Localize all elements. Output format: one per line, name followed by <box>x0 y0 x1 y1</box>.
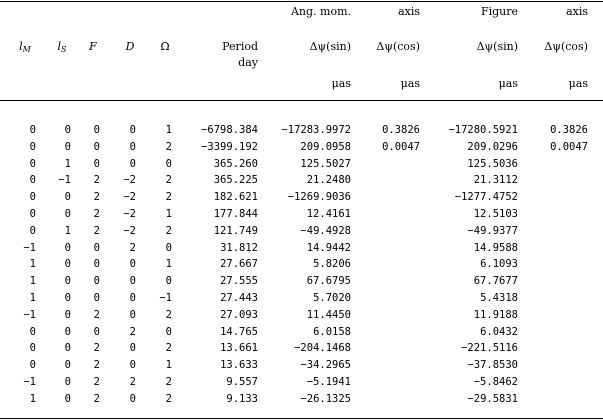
cell-period: 182.621 <box>213 191 258 204</box>
col-Omega: Ω <box>160 40 170 53</box>
cell-angmom-sin: 14.9442 <box>306 241 351 254</box>
cell-period: 13.633 <box>220 359 258 372</box>
cell-angmom-sin: −17283.9972 <box>281 124 351 136</box>
cell-omega: 2 <box>165 191 172 204</box>
top-rule <box>0 1 603 2</box>
cell-figure-sin: 11.9188 <box>473 308 518 321</box>
cell-F: 2 <box>93 224 100 237</box>
cell-lM: −1 <box>23 241 36 254</box>
cell-omega: 1 <box>165 258 172 271</box>
cell-D: 2 <box>129 376 136 388</box>
cell-lS: 0 <box>64 241 71 254</box>
cell-lM: 0 <box>29 342 36 355</box>
cell-omega: −1 <box>159 292 172 304</box>
cell-F: 0 <box>93 325 100 338</box>
cell-angmom-sin: 5.8206 <box>313 258 351 271</box>
cell-figure-sin: −37.8530 <box>467 359 518 372</box>
cell-angmom-sin: 125.5027 <box>300 157 351 170</box>
cell-omega: 0 <box>165 325 172 338</box>
cell-lS: 0 <box>64 342 71 355</box>
cell-figure-sin: −49.9377 <box>467 224 518 237</box>
cell-lM: 0 <box>29 157 36 170</box>
col-F: F <box>89 40 97 53</box>
cell-omega: 2 <box>165 308 172 321</box>
unit-axis-2: μas <box>568 77 588 90</box>
cell-lS: −1 <box>58 174 71 187</box>
cell-lS: 0 <box>64 325 71 338</box>
cell-period: 177.844 <box>213 208 258 220</box>
cell-F: 2 <box>93 359 100 372</box>
cell-lM: −1 <box>23 376 36 388</box>
col-axis-cos-1: Δψ(cos) <box>376 40 420 53</box>
cell-lM: 0 <box>29 124 36 136</box>
cell-omega: 0 <box>165 157 172 170</box>
cell-angmom-sin: 6.0158 <box>313 325 351 338</box>
cell-D: −2 <box>123 208 136 220</box>
cell-lM: 0 <box>29 325 36 338</box>
cell-D: 0 <box>129 359 136 372</box>
cell-period: 9.557 <box>226 376 258 388</box>
col-angmom-sin: Δψ(sin) <box>309 40 351 53</box>
cell-period: 365.225 <box>213 174 258 187</box>
cell-lS: 0 <box>64 376 71 388</box>
cell-angmom-sin: 12.4161 <box>306 208 351 220</box>
cell-omega: 2 <box>165 174 172 187</box>
cell-period: −3399.192 <box>201 140 258 153</box>
cell-period: 121.749 <box>213 224 258 237</box>
cell-F: 0 <box>93 140 100 153</box>
cell-F: 2 <box>93 191 100 204</box>
cell-F: 2 <box>93 208 100 220</box>
cell-D: −2 <box>123 224 136 237</box>
cell-axis-cos-1: 0.0047 <box>382 140 420 153</box>
cell-figure-sin: −221.5116 <box>461 342 518 355</box>
cell-period: 27.555 <box>220 275 258 288</box>
cell-F: 2 <box>93 392 100 405</box>
cell-D: −2 <box>123 191 136 204</box>
cell-omega: 2 <box>165 392 172 405</box>
cell-period: 365.260 <box>213 157 258 170</box>
cell-axis-cos-2: 0.0047 <box>550 140 588 153</box>
cell-figure-sin: 14.9588 <box>473 241 518 254</box>
cell-angmom-sin: 209.0958 <box>300 140 351 153</box>
cell-angmom-sin: 67.6795 <box>306 275 351 288</box>
cell-D: 0 <box>129 292 136 304</box>
cell-lM: −1 <box>23 308 36 321</box>
cell-figure-sin: 21.3112 <box>473 174 518 187</box>
cell-period: 27.667 <box>220 258 258 271</box>
cell-omega: 1 <box>165 359 172 372</box>
cell-lS: 0 <box>64 191 71 204</box>
cell-lS: 0 <box>64 292 71 304</box>
cell-D: −2 <box>123 174 136 187</box>
cell-lM: 0 <box>29 174 36 187</box>
cell-figure-sin: −17280.5921 <box>448 124 518 136</box>
cell-angmom-sin: 5.7020 <box>313 292 351 304</box>
cell-period: 9.133 <box>226 392 258 405</box>
cell-figure-sin: 125.5036 <box>467 157 518 170</box>
cell-figure-sin: 6.1093 <box>480 258 518 271</box>
cell-angmom-sin: 21.2480 <box>306 174 351 187</box>
cell-lM: 0 <box>29 208 36 220</box>
unit-angmom: μas <box>331 77 351 90</box>
cell-F: 2 <box>93 342 100 355</box>
cell-lS: 0 <box>64 308 71 321</box>
cell-angmom-sin: −204.1468 <box>294 342 351 355</box>
cell-lM: 1 <box>29 392 36 405</box>
header-axis-1: axis <box>398 5 420 18</box>
cell-period: 31.812 <box>220 241 258 254</box>
col-figure-sin: Δψ(sin) <box>476 40 518 53</box>
cell-D: 2 <box>129 325 136 338</box>
cell-lM: 0 <box>29 191 36 204</box>
cell-omega: 2 <box>165 224 172 237</box>
cell-figure-sin: 67.7677 <box>473 275 518 288</box>
cell-period: 27.093 <box>220 308 258 321</box>
cell-figure-sin: −1277.4752 <box>454 191 518 204</box>
cell-lM: 0 <box>29 224 36 237</box>
cell-lS: 0 <box>64 258 71 271</box>
cell-D: 2 <box>129 241 136 254</box>
cell-angmom-sin: −1269.9036 <box>287 191 351 204</box>
cell-F: 0 <box>93 275 100 288</box>
cell-angmom-sin: −49.4928 <box>300 224 351 237</box>
cell-F: 0 <box>93 258 100 271</box>
unit-axis-1: μas <box>400 77 420 90</box>
cell-D: 0 <box>129 308 136 321</box>
col-lS: $l_S$ <box>57 40 67 54</box>
cell-omega: 2 <box>165 376 172 388</box>
cell-F: 2 <box>93 174 100 187</box>
cell-lM: 0 <box>29 140 36 153</box>
cell-period: 14.765 <box>220 325 258 338</box>
cell-axis-cos-2: 0.3826 <box>550 124 588 136</box>
header-rule <box>0 100 603 101</box>
cell-lM: 1 <box>29 258 36 271</box>
cell-F: 2 <box>93 308 100 321</box>
cell-angmom-sin: −26.1325 <box>300 392 351 405</box>
cell-lS: 0 <box>64 140 71 153</box>
cell-omega: 1 <box>165 124 172 136</box>
cell-D: 0 <box>129 275 136 288</box>
cell-lM: 1 <box>29 275 36 288</box>
cell-period: 27.443 <box>220 292 258 304</box>
cell-omega: 2 <box>165 342 172 355</box>
cell-omega: 0 <box>165 241 172 254</box>
col-D: D <box>125 40 135 53</box>
cell-D: 0 <box>129 258 136 271</box>
header-angmom: Ang. mom. <box>290 5 351 18</box>
cell-lM: 1 <box>29 292 36 304</box>
col-period-unit: day <box>238 56 258 69</box>
cell-F: 0 <box>93 241 100 254</box>
cell-F: 0 <box>93 157 100 170</box>
cell-omega: 2 <box>165 140 172 153</box>
cell-lM: 0 <box>29 359 36 372</box>
cell-figure-sin: −5.8462 <box>473 376 518 388</box>
cell-F: 2 <box>93 376 100 388</box>
cell-F: 0 <box>93 124 100 136</box>
cell-period: −6798.384 <box>201 124 258 136</box>
cell-axis-cos-1: 0.3826 <box>382 124 420 136</box>
header-figure: Figure <box>480 5 518 18</box>
cell-lS: 0 <box>64 359 71 372</box>
cell-lS: 0 <box>64 124 71 136</box>
cell-period: 13.661 <box>220 342 258 355</box>
cell-omega: 1 <box>165 208 172 220</box>
cell-lS: 0 <box>64 392 71 405</box>
cell-figure-sin: 6.0432 <box>480 325 518 338</box>
cell-D: 0 <box>129 157 136 170</box>
cell-omega: 0 <box>165 275 172 288</box>
cell-figure-sin: −29.5831 <box>467 392 518 405</box>
cell-angmom-sin: −5.1941 <box>306 376 351 388</box>
cell-angmom-sin: −34.2965 <box>300 359 351 372</box>
col-lM: $l_M$ <box>19 40 31 54</box>
cell-D: 0 <box>129 140 136 153</box>
col-period: Period <box>222 40 258 53</box>
cell-lS: 1 <box>64 224 71 237</box>
cell-lS: 0 <box>64 275 71 288</box>
cell-figure-sin: 12.5103 <box>473 208 518 220</box>
cell-D: 0 <box>129 124 136 136</box>
col-axis-cos-2: Δψ(cos) <box>544 40 588 53</box>
header-axis-2: axis <box>566 5 588 18</box>
unit-figure: μas <box>498 77 518 90</box>
cell-D: 0 <box>129 392 136 405</box>
cell-angmom-sin: 11.4450 <box>306 308 351 321</box>
cell-figure-sin: 5.4318 <box>480 292 518 304</box>
cell-F: 0 <box>93 292 100 304</box>
cell-D: 0 <box>129 342 136 355</box>
bottom-rule <box>0 418 603 419</box>
cell-lS: 0 <box>64 208 71 220</box>
cell-lS: 1 <box>64 157 71 170</box>
cell-figure-sin: 209.0296 <box>467 140 518 153</box>
